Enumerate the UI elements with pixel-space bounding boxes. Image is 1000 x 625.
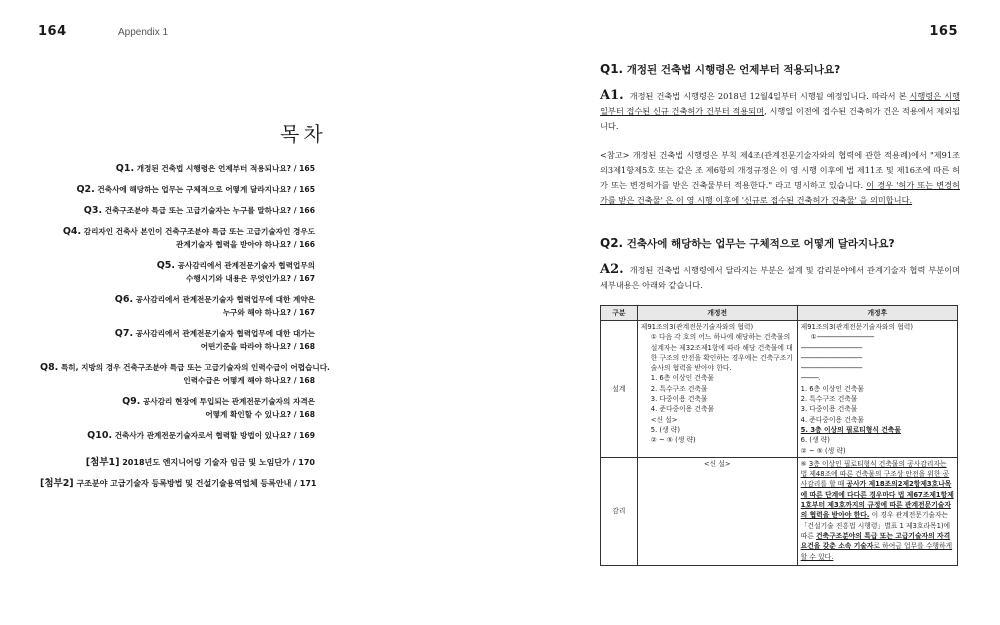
toc-entry-text: 공사감리 현장에 투입되는 관계전문기술자의 자격은 bbox=[140, 397, 315, 406]
toc-appendix bbox=[40, 477, 315, 490]
toc-entry-text: 수행시기와 내용은 무엇인가요? / 167 bbox=[186, 274, 315, 283]
toc-q-number: Q8. bbox=[40, 362, 59, 373]
after-cell: 제91조의3(관계전문기술자와의 협력) ① --------------------------------------- ------------------------------------------ ------------------------------------------ ------------------------------------------ ------------. 1. 6층 이상인 건축물 2. 특수구조 건축물 3. 다중이용 건축물 4. 준다중이용 건축물 5. 3층 이상의 필로티형식 건축물 6. (생 략) ② ~ ⑤ (생 략) bbox=[797, 321, 957, 458]
before-cell: <신 설> bbox=[637, 457, 797, 565]
toc-title: 목차 bbox=[280, 122, 327, 146]
toc-entry-text: 건축사에 해당하는 업무는 구체적으로 어떻게 달라지나요? / 165 bbox=[94, 185, 315, 194]
table-row-design bbox=[601, 321, 958, 458]
table-row-supervision bbox=[601, 457, 958, 565]
toc-q-number: Q7. bbox=[114, 328, 134, 339]
toc-entry bbox=[40, 183, 315, 196]
toc-entry-text: 공사감리에서 관계전문기술자 협력업무에 대한 계약은 bbox=[133, 295, 315, 304]
toc-entry bbox=[40, 429, 315, 442]
toc-entry bbox=[40, 204, 315, 217]
toc-entry-text: 어떻게 확인할 수 있나요? / 168 bbox=[205, 410, 315, 419]
toc-entry bbox=[40, 162, 315, 175]
toc-entry-text: 인력수급은 어떻게 해야 하나요? / 168 bbox=[183, 376, 315, 385]
appendix-text: 2018년도 엔지니어링 기술자 임금 및 노임단가 / 170 bbox=[119, 458, 315, 467]
toc-entry-text: 개정된 건축법 시행령은 언제부터 적용되나요? / 165 bbox=[134, 164, 315, 173]
q1-heading: Q1. 개정된 건축법 시행령은 언제부터 적용되나요? bbox=[600, 62, 841, 76]
toc-q-number: Q2. bbox=[76, 184, 95, 195]
table-of-contents bbox=[40, 162, 330, 498]
toc-q-number: Q5. bbox=[156, 260, 176, 271]
table-header: 개정전 bbox=[637, 306, 797, 321]
appendix-tag: [첨부2] bbox=[40, 478, 74, 489]
appendix-tag: [첨부1] bbox=[85, 457, 120, 468]
toc-entry bbox=[40, 293, 315, 319]
toc-appendix bbox=[40, 456, 315, 469]
toc-q-number: Q4. bbox=[62, 226, 82, 237]
toc-q-number: Q6. bbox=[114, 294, 134, 305]
toc-entry bbox=[40, 225, 315, 251]
toc-entry bbox=[40, 259, 315, 285]
table-header-row bbox=[601, 306, 958, 321]
table-header: 구분 bbox=[601, 306, 638, 321]
toc-entry-text: 어떤기준을 따라야 하나요? / 168 bbox=[200, 342, 315, 351]
faq-content bbox=[600, 62, 960, 293]
left-page-number: 164 bbox=[38, 24, 67, 39]
row-label: 감리 bbox=[601, 457, 638, 565]
toc-entry-text: 공사감리에서 관계전문기술자 협력업무에 대한 대가는 bbox=[133, 329, 315, 338]
toc-entry-text: 감리자인 건축사 본인이 건축구조분야 특급 또는 고급기술자인 경우도 bbox=[81, 227, 315, 236]
toc-entry bbox=[40, 327, 315, 353]
toc-entry-text: 누구와 해야 하나요? / 167 bbox=[222, 308, 315, 317]
toc-entry-text: 관계기술자 협력을 받아야 하나요? / 166 bbox=[176, 240, 315, 249]
toc-entry-text: 건축구조분야 특급 또는 고급기술자는 누구를 말하나요? / 166 bbox=[102, 206, 315, 215]
toc-q-number: Q10. bbox=[87, 430, 113, 441]
new-item-highlight: 5. 3층 이상의 필로티형식 건축물 bbox=[800, 425, 901, 434]
row-label: 설계 bbox=[601, 321, 638, 458]
before-cell: 제91조의3(관계전문기술자와의 협력) ① 다음 각 호의 어느 하나에 해당하는 건축물의 설계자는 제32조제1항에 따라 해당 건축물에 대한 구조의 안전을 확인하는 경우에는 건축구조기술사의 협력을 받아야 한다. 1. 6층 이상인 건축물 2. 특수구조 건축물 3. 다중이용 건축물 4. 준다중이용 건축물 <신 설> 5. (생 략) ② ~ ⑤ (생 략) bbox=[637, 321, 797, 458]
after-cell: ⑥ 3층 이상인 필로티형식 건축물의 공사감리자는 법 제48조에 따른 건축물의 구조상 안전을 위한 공사감리를 할 때 공사가 제18조의2제2항제3호나목에 따른 단계에 다다른 경우마다 법 제67조제1항제1호부터 제3호까지의 규정에 따른 관계전문기술자의 협력을 받아야 한다. 이 경우 관계전문기술자는 「건설기술 진흥법 시행령」별표 1 제3호라목1)에 따른 건축구조분야의 특급 또는 고급기술자의 자격요건을 갖춘 소속 기술자로 하여금 업무를 수행하게 할 수 있다. bbox=[797, 457, 957, 565]
a1-reference-note: <참고> 개정된 건축법 시행령은 부칙 제4조(관계전문기술자와의 협력에 관한 적용례)에서 "제91조의3제1항제5호 또는 같은 조 제6항의 개정규정은 이 영 시행 이후에 법 제11조 및 제16조에 따른 허가 또는 변경허가를 받은 건축물부터 적용한다." 라고 명시하고 있습니다. 이 경우 '허가 또는 변경허가를 받은 건축물' 은 이 영 시행 이후에 '신규로 접수된 건축허가 건축물' 을 의미합니다. bbox=[600, 150, 960, 205]
toc-entry bbox=[40, 361, 330, 387]
appendix-text: 구조분야 고급기술자 등록방법 및 건설기술용역업체 등록안내 / 171 bbox=[73, 479, 317, 488]
q2-heading: Q2. 건축사에 해당하는 업무는 구체적으로 어떻게 달라지나요? bbox=[600, 236, 895, 250]
table-header: 개정후 bbox=[797, 306, 957, 321]
toc-entry bbox=[40, 395, 315, 421]
toc-q-number: Q1. bbox=[115, 163, 135, 174]
toc-entry-text: 건축사가 관계전문기술자로서 협력할 방법이 있나요? / 169 bbox=[112, 431, 315, 440]
running-head: Appendix 1 bbox=[118, 27, 169, 38]
right-page-number: 165 bbox=[929, 24, 958, 39]
toc-entry-text: 공사감리에서 관계전문기술자 협력업무의 bbox=[175, 261, 315, 270]
a2-answer: A2. 개정된 건축법 시행령에서 달라지는 부분은 설계 및 감리분야에서 관계기술자 협력 부분이며 세부내용은 아래와 같습니다. bbox=[600, 262, 960, 290]
toc-q-number: Q9. bbox=[122, 396, 141, 407]
comparison-table bbox=[600, 305, 958, 566]
toc-q-number: Q3. bbox=[83, 205, 103, 216]
toc-entry-text: 특히, 지방의 경우 건축구조분야 특급 또는 고급기술자의 인력수급이 어렵습니다. bbox=[58, 363, 330, 372]
a1-answer: A1. 개정된 건축법 시행령은 2018년 12월4일부터 시행될 예정입니다. 따라서 본 시행령은 시행일부터 접수된 신규 건축허가 건부터 적용되며, 시행일 이전에 접수된 건축허가 건은 적용에서 제외됩니다. bbox=[600, 88, 960, 131]
